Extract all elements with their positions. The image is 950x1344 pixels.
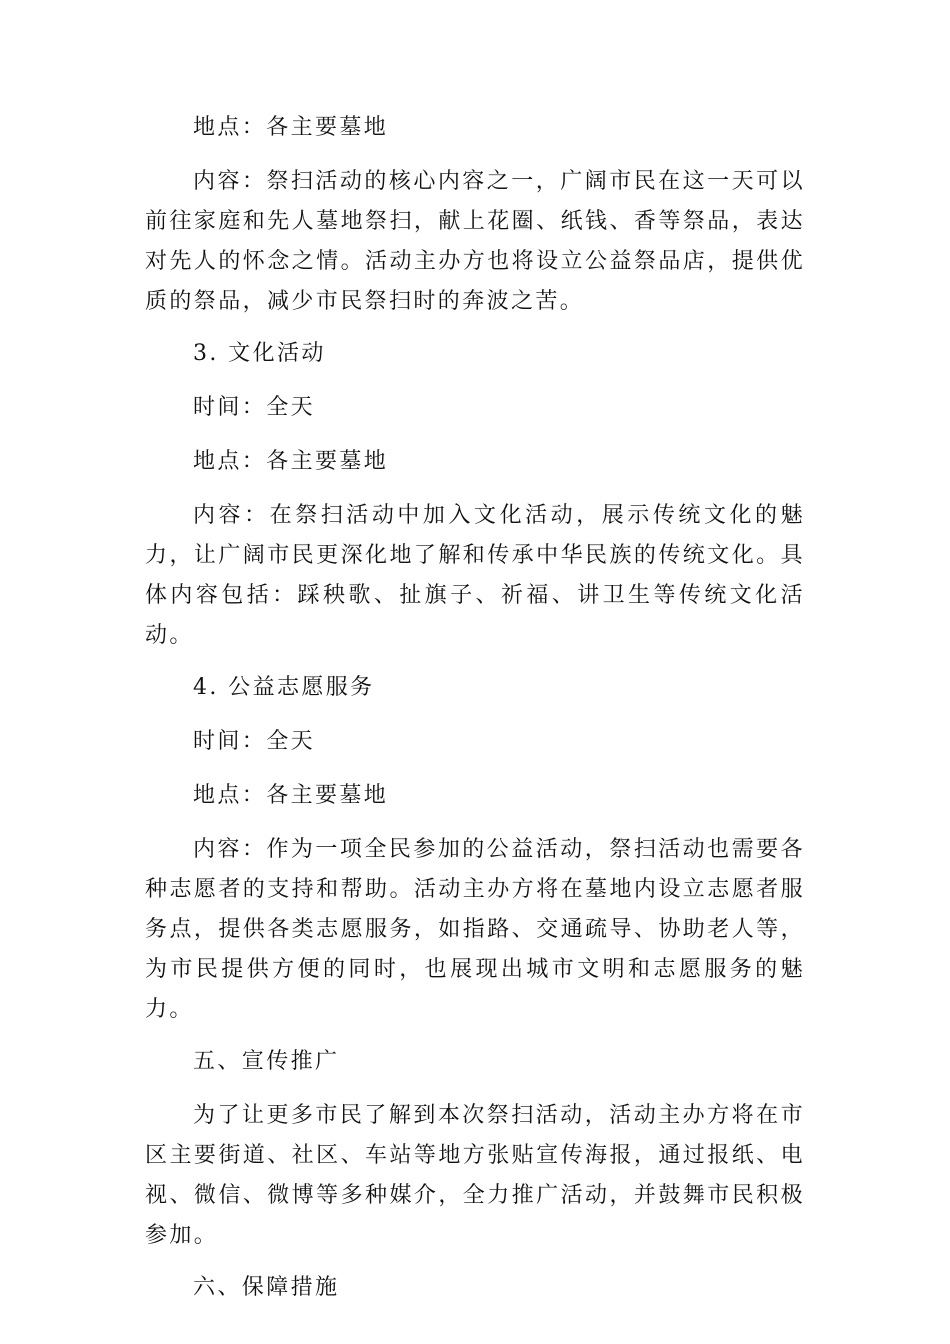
section-heading-volunteer-service: 4. 公益志愿服务 xyxy=(193,675,375,700)
location-line: 地点：各主要墓地 xyxy=(193,449,389,474)
content-paragraph: 内容：作为一项全民参加的公益活动，祭扫活动也需要各种志愿者的支持和帮助。活动主办方将在墓地内设立志愿者服务点，提供各类志愿服务，如指路、交通疏导、协助老人等，为市民提供方便的同时，也展现出城市文明和志愿服务的魅力。 xyxy=(145,837,805,1022)
location-line: 地点：各主要墓地 xyxy=(193,115,389,140)
content-paragraph: 内容：祭扫活动的核心内容之一，广阔市民在这一天可以前往家庭和先人墓地祭扫，献上花圈、纸钱、香等祭品，表达对先人的怀念之情。活动主办方也将设立公益祭品店，提供优质的祭品，减少市民祭扫时的奔波之苦。 xyxy=(145,169,805,314)
location-line: 地点：各主要墓地 xyxy=(193,783,389,808)
section-heading-publicity: 五、宣传推广 xyxy=(193,1049,340,1074)
section-heading-cultural-activities: 3. 文化活动 xyxy=(193,341,326,366)
time-line: 时间：全天 xyxy=(193,395,316,420)
time-line: 时间：全天 xyxy=(193,729,316,754)
document-body xyxy=(145,108,805,1322)
publicity-paragraph: 为了让更多市民了解到本次祭扫活动，活动主办方将在市区主要街道、社区、车站等地方张贴宣传海报，通过报纸、电视、微信、微博等多种媒介，全力推广活动，并鼓舞市民积极参加。 xyxy=(145,1103,805,1248)
section-heading-safeguards: 六、保障措施 xyxy=(193,1275,340,1300)
content-paragraph: 内容：在祭扫活动中加入文化活动，展示传统文化的魅力，让广阔市民更深化地了解和传承中华民族的传统文化。具体内容包括：踩秧歌、扯旗子、祈福、讲卫生等传统文化活动。 xyxy=(145,503,805,648)
